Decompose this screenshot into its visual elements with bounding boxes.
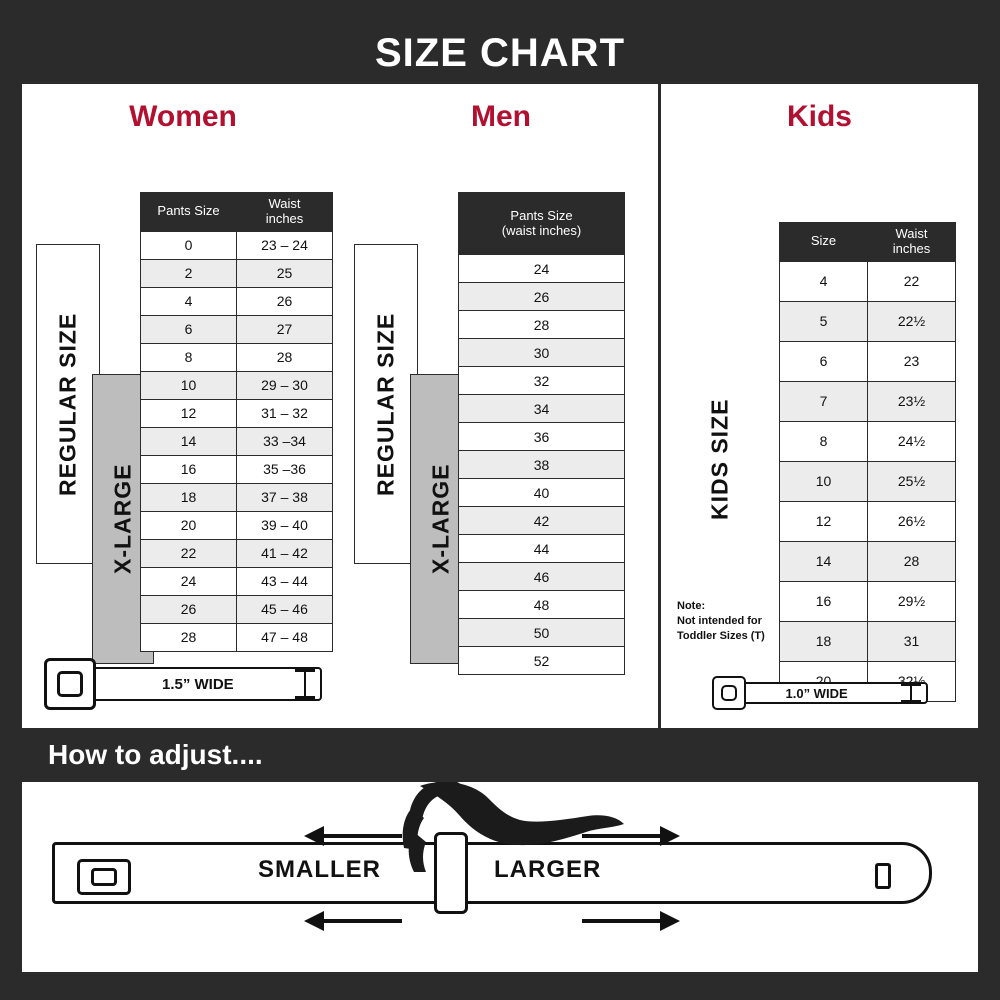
women-heading: Women — [129, 100, 237, 133]
men-size-cell: 34 — [459, 395, 625, 423]
women-table-header-row — [141, 193, 333, 232]
kids-size-cell: 8 — [780, 421, 868, 461]
table-row — [459, 451, 625, 479]
howto-bar — [22, 728, 978, 782]
women-regular-size-label: REGULAR SIZE — [54, 312, 81, 496]
women-size-cell: 14 — [141, 427, 237, 455]
kids-note-line3: Toddler Sizes (T) — [677, 630, 765, 643]
table-row — [780, 501, 956, 541]
kids-size-cell: 18 — [780, 621, 868, 661]
table-row — [141, 287, 333, 315]
kids-size-cell: 6 — [780, 341, 868, 381]
table-row — [459, 423, 625, 451]
women-belt-width-label: 1.5” WIDE — [162, 675, 234, 693]
kids-size-cell: 10 — [780, 461, 868, 501]
women-col1-header: Pants Size — [141, 193, 237, 232]
men-size-cell: 26 — [459, 283, 625, 311]
table-row — [141, 399, 333, 427]
men-table-body — [459, 255, 625, 675]
women-waist-cell: 41 – 42 — [237, 539, 333, 567]
men-size-cell: 36 — [459, 423, 625, 451]
women-size-cell: 6 — [141, 315, 237, 343]
table-row — [780, 421, 956, 461]
table-row — [459, 563, 625, 591]
adjustable-belt-buckle-icon — [77, 859, 131, 895]
women-size-cell: 20 — [141, 511, 237, 539]
size-tables-panel — [22, 84, 978, 728]
table-row — [141, 231, 333, 259]
table-row — [459, 255, 625, 283]
men-col-header — [459, 193, 625, 255]
table-row — [780, 341, 956, 381]
women-waist-cell: 33 –34 — [237, 427, 333, 455]
kids-col2-header-line2: inches — [892, 240, 931, 256]
women-waist-cell: 43 – 44 — [237, 567, 333, 595]
table-row — [459, 395, 625, 423]
men-size-cell: 32 — [459, 367, 625, 395]
men-size-cell: 24 — [459, 255, 625, 283]
men-table-header-row — [459, 193, 625, 255]
women-size-cell: 0 — [141, 231, 237, 259]
kids-note-line1: Note: — [677, 600, 706, 613]
belt-tip-hole-icon — [875, 863, 891, 889]
women-size-cell: 16 — [141, 455, 237, 483]
kids-col2-header-line1: Waist — [895, 226, 928, 241]
table-row — [780, 581, 956, 621]
men-size-cell: 30 — [459, 339, 625, 367]
men-col-header-line1: Pants Size — [510, 207, 573, 223]
men-size-cell: 38 — [459, 451, 625, 479]
kids-size-cell: 14 — [780, 541, 868, 581]
table-row — [141, 595, 333, 623]
kids-waist-cell: 22½ — [868, 301, 956, 341]
women-size-cell: 22 — [141, 539, 237, 567]
table-row — [459, 283, 625, 311]
table-row — [141, 623, 333, 651]
arrow-left-bottom-icon — [322, 919, 402, 923]
howto-panel — [22, 782, 978, 972]
men-size-cell: 46 — [459, 563, 625, 591]
women-waist-cell: 23 – 24 — [237, 231, 333, 259]
women-waist-cell: 26 — [237, 287, 333, 315]
women-waist-cell: 45 – 46 — [237, 595, 333, 623]
men-regular-size-label: REGULAR SIZE — [372, 312, 399, 496]
table-row — [780, 461, 956, 501]
kids-table-wrap — [779, 222, 956, 702]
women-waist-cell: 35 –36 — [237, 455, 333, 483]
women-size-table — [140, 192, 333, 652]
men-size-cell: 40 — [459, 479, 625, 507]
kids-note-line2: Not intended for — [677, 615, 762, 628]
women-waist-cell: 31 – 32 — [237, 399, 333, 427]
smaller-label: SMALLER — [258, 856, 381, 883]
women-size-cell: 4 — [141, 287, 237, 315]
kids-waist-cell: 25½ — [868, 461, 956, 501]
kids-waist-cell: 24½ — [868, 421, 956, 461]
table-row — [459, 367, 625, 395]
kids-waist-cell: 23 — [868, 341, 956, 381]
kids-waist-cell: 22 — [868, 261, 956, 301]
kids-col2-header — [868, 223, 956, 262]
women-size-cell: 18 — [141, 483, 237, 511]
women-size-cell: 26 — [141, 595, 237, 623]
women-col2-header-line1: Waist — [268, 196, 301, 211]
women-column — [22, 84, 344, 728]
table-row — [141, 343, 333, 371]
men-size-table — [458, 192, 625, 675]
women-waist-cell: 47 – 48 — [237, 623, 333, 651]
kids-size-cell: 7 — [780, 381, 868, 421]
men-heading: Men — [471, 100, 531, 133]
arrow-right-bottom-icon — [582, 919, 662, 923]
table-row — [141, 259, 333, 287]
table-row — [780, 261, 956, 301]
women-size-cell: 2 — [141, 259, 237, 287]
kids-note — [677, 599, 765, 644]
table-row — [780, 301, 956, 341]
table-row — [141, 567, 333, 595]
kids-column — [658, 84, 978, 728]
women-waist-cell: 28 — [237, 343, 333, 371]
men-size-cell: 48 — [459, 591, 625, 619]
kids-waist-cell: 29½ — [868, 581, 956, 621]
kids-belt-width-measure-icon — [910, 683, 912, 703]
howto-title: How to adjust.... — [48, 739, 263, 770]
hand-icon — [402, 782, 662, 886]
women-size-cell: 12 — [141, 399, 237, 427]
kids-waist-cell: 23½ — [868, 381, 956, 421]
kids-size-label: KIDS SIZE — [706, 398, 733, 520]
women-size-cell: 28 — [141, 623, 237, 651]
women-xlarge-label: X-LARGE — [109, 463, 136, 575]
men-col-header-line2: (waist inches) — [501, 222, 582, 238]
kids-size-cell: 4 — [780, 261, 868, 301]
table-row — [459, 507, 625, 535]
women-waist-cell: 29 – 30 — [237, 371, 333, 399]
women-col2-header-line2: inches — [265, 210, 304, 226]
kids-heading: Kids — [786, 100, 852, 133]
table-row — [141, 511, 333, 539]
men-size-cell: 42 — [459, 507, 625, 535]
kids-table-body — [780, 261, 956, 701]
women-size-cell: 24 — [141, 567, 237, 595]
men-belt-diagram — [344, 658, 658, 710]
table-row — [141, 539, 333, 567]
kids-waist-cell: 28 — [868, 541, 956, 581]
kids-belt-strap — [742, 682, 928, 704]
table-row — [141, 483, 333, 511]
belt-width-measure-icon — [304, 669, 306, 699]
table-row — [141, 315, 333, 343]
page-title-bar — [22, 22, 978, 84]
men-column — [344, 84, 658, 728]
women-waist-cell: 25 — [237, 259, 333, 287]
table-row — [459, 479, 625, 507]
women-table-wrap — [140, 192, 333, 652]
table-row — [459, 339, 625, 367]
kids-belt-width-label: 1.0” WIDE — [785, 685, 848, 701]
kids-col1-header: Size — [780, 223, 868, 262]
table-row — [780, 381, 956, 421]
kids-waist-cell: 26½ — [868, 501, 956, 541]
table-row — [141, 371, 333, 399]
belt-strap — [92, 667, 322, 701]
men-xlarge-label: X-LARGE — [427, 463, 454, 575]
kids-size-cell: 16 — [780, 581, 868, 621]
women-size-cell: 8 — [141, 343, 237, 371]
kids-belt-diagram — [661, 676, 978, 710]
men-size-cell: 52 — [459, 647, 625, 675]
women-waist-cell: 39 – 40 — [237, 511, 333, 539]
kids-belt-buckle-icon — [712, 676, 746, 710]
women-belt-diagram — [22, 658, 344, 710]
belt-buckle-icon — [44, 658, 96, 710]
table-row — [141, 427, 333, 455]
table-row — [141, 455, 333, 483]
men-size-cell: 28 — [459, 311, 625, 339]
women-waist-cell: 37 – 38 — [237, 483, 333, 511]
women-waist-cell: 27 — [237, 315, 333, 343]
kids-size-cell: 5 — [780, 301, 868, 341]
kids-size-table — [779, 222, 956, 702]
women-size-cell: 10 — [141, 371, 237, 399]
men-size-cell: 44 — [459, 535, 625, 563]
page-title: SIZE CHART — [375, 30, 625, 75]
arrow-left-top-icon — [322, 834, 402, 838]
women-col2-header — [237, 193, 333, 232]
larger-label: LARGER — [494, 856, 602, 883]
table-row — [459, 619, 625, 647]
women-table-body — [141, 231, 333, 651]
table-row — [780, 541, 956, 581]
table-row — [459, 535, 625, 563]
men-table-wrap — [458, 192, 625, 675]
table-row — [459, 311, 625, 339]
table-row — [780, 621, 956, 661]
kids-waist-cell: 31 — [868, 621, 956, 661]
kids-size-cell: 12 — [780, 501, 868, 541]
kids-table-header-row — [780, 223, 956, 262]
men-size-cell: 50 — [459, 619, 625, 647]
table-row — [459, 591, 625, 619]
